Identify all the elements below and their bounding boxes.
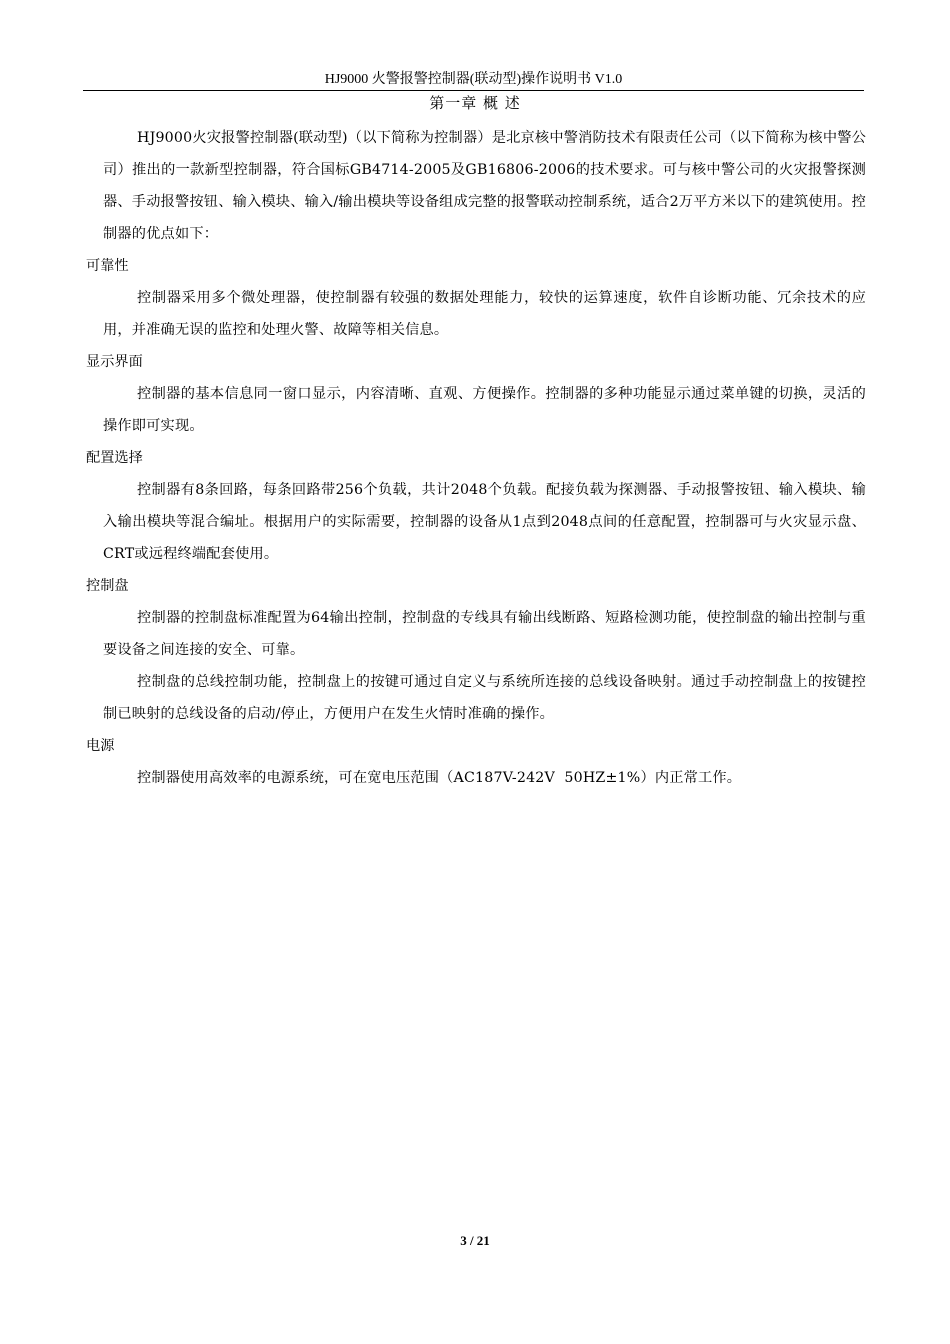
display-paragraph: 控制器的基本信息同一窗口显示，内容清晰、直观、方便操作。控制器的多种功能显示通过菜单键的切换，灵活的操作即可实现。 [103,386,866,434]
config-paragraph: 控制器有8条回路，每条回路带256个负载，共计2048个负载。配接负载为探测器、手动报警按钮、输入模块、输入输出模块等混合编址。根据用户的实际需要，控制器的设备从1点到2048点间的任意配置，控制器可与火灾显示盘、CRT或远程终端配套使用。 [103,482,866,562]
intro-paragraph: HJ9000火灾报警控制器(联动型)（以下简称为控制器）是北京核中警消防技术有限责任公司（以下简称为核中警公司）推出的一款新型控制器，符合国标GB4714-2005及GB16806-2006的技术要求。可与核中警公司的火灾报警探测器、手动报警按钮、输入模块、输入/输出模块等设备组成完整的报警联动控制系统，适合2万平方米以下的建筑使用。控制器的优点如下： [103,130,866,242]
control-panel-paragraph-2: 控制盘的总线控制功能，控制盘上的按键可通过自定义与系统所连接的总线设备映射。通过手动控制盘上的按键控制已映射的总线设备的启动/停止，方便用户在发生火情时准确的操作。 [103,674,866,722]
section-heading-config: 配置选择 [86,450,143,466]
section-heading-display: 显示界面 [86,354,143,370]
page-header: HJ9000 火警报警控制器(联动型)操作说明书 V1.0 [83,70,864,91]
power-paragraph: 控制器使用高效率的电源系统，可在宽电压范围（AC187V-242V 50HZ±1%）内正常工作。 [137,770,742,786]
reliability-paragraph: 控制器采用多个微处理器，使控制器有较强的数据处理能力，较快的运算速度，软件自诊断功能、冗余技术的应用，并准确无误的监控和处理火警、故障等相关信息。 [103,290,866,338]
chapter-title: 第一章 概 述 [429,94,521,112]
control-panel-paragraph-1: 控制器的控制盘标准配置为64输出控制，控制盘的专线具有输出线断路、短路检测功能，使控制盘的输出控制与重要设备之间连接的安全、可靠。 [103,610,866,658]
section-heading-power: 电源 [86,738,115,754]
page-number: 3 / 21 [460,1233,490,1248]
document-body [86,122,866,794]
section-heading-reliability: 可靠性 [86,258,129,274]
section-heading-control-panel: 控制盘 [86,578,129,594]
